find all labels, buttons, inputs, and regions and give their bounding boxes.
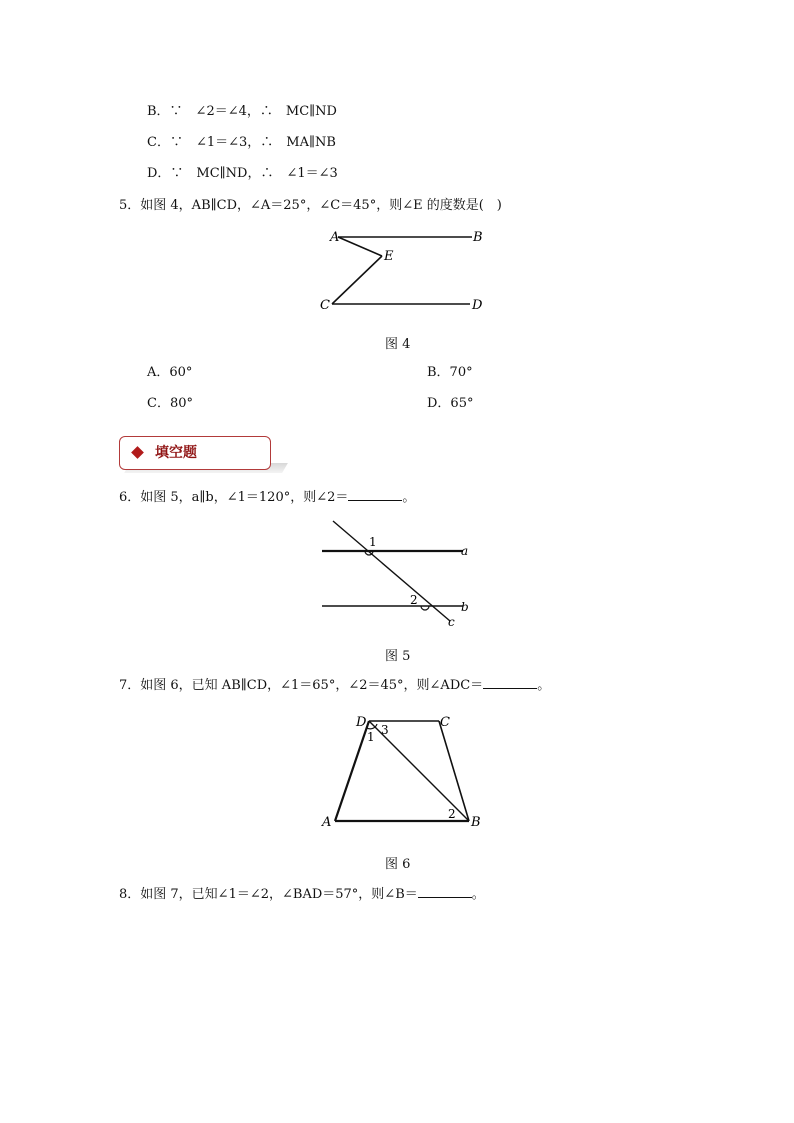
answer-blank-8[interactable]	[418, 885, 472, 898]
figure-6-caption: 图 6	[385, 857, 411, 872]
label-b: b	[461, 600, 469, 614]
question-6-suffix: 。	[402, 490, 416, 505]
q4-option-b: B．∵ ∠2＝∠4，∴ MC∥ND	[147, 104, 337, 119]
question-8	[119, 885, 485, 904]
question-7-text: 7．如图 6，已知 AB∥CD，∠1＝65°，∠2＝45°，则∠ADC＝	[119, 678, 484, 693]
question-7	[119, 676, 550, 695]
q5-option-a: A．60°	[147, 365, 193, 380]
figure-4	[310, 222, 500, 322]
angle-1-label: 1	[369, 535, 377, 549]
label-d: D	[356, 715, 367, 730]
section-title: 填空题	[155, 445, 197, 461]
question-6-text: 6．如图 5，a∥b，∠1＝120°，则∠2＝	[119, 490, 349, 505]
q4-option-c: C．∵ ∠1＝∠3，∴ MA∥NB	[147, 135, 336, 150]
question-8-text: 8．如图 7，已知∠1＝∠2，∠BAD＝57°，则∠B＝	[119, 887, 418, 902]
q5-option-b: B．70°	[427, 365, 473, 380]
angle-2-label: 2	[448, 807, 456, 821]
angle-3-label: 3	[381, 723, 389, 737]
label-b: B	[471, 815, 481, 830]
q4-option-d: D．∵ MC∥ND，∴ ∠1＝∠3	[147, 166, 338, 181]
question-8-suffix: 。	[471, 887, 485, 902]
label-c: C	[440, 715, 450, 730]
q5-option-d: D．65°	[427, 396, 474, 411]
figure-5	[315, 515, 480, 630]
label-a: A	[330, 230, 340, 245]
figure-5-caption: 图 5	[385, 649, 411, 664]
answer-blank-7[interactable]	[483, 676, 537, 689]
label-a: A	[322, 815, 332, 830]
question-6	[119, 488, 415, 507]
angle-1-label: 1	[367, 730, 375, 744]
label-c: c	[448, 615, 455, 629]
label-e: E	[384, 249, 394, 264]
line-da	[335, 721, 369, 821]
figure-6	[315, 708, 495, 833]
answer-blank-6[interactable]	[348, 488, 402, 501]
q5-option-c: C．80°	[147, 396, 193, 411]
figure-4-caption: 图 4	[385, 337, 411, 352]
line-ae	[338, 237, 382, 256]
question-7-suffix: 。	[537, 678, 551, 693]
line-ec	[332, 256, 382, 304]
label-b: B	[473, 230, 483, 245]
label-a: a	[461, 544, 469, 558]
label-c: C	[320, 298, 330, 313]
label-d: D	[472, 298, 483, 313]
angle-2-label: 2	[410, 593, 418, 607]
question-5-text: 5．如图 4，AB∥CD，∠A＝25°，∠C＝45°，则∠E 的度数是( )	[119, 198, 502, 213]
